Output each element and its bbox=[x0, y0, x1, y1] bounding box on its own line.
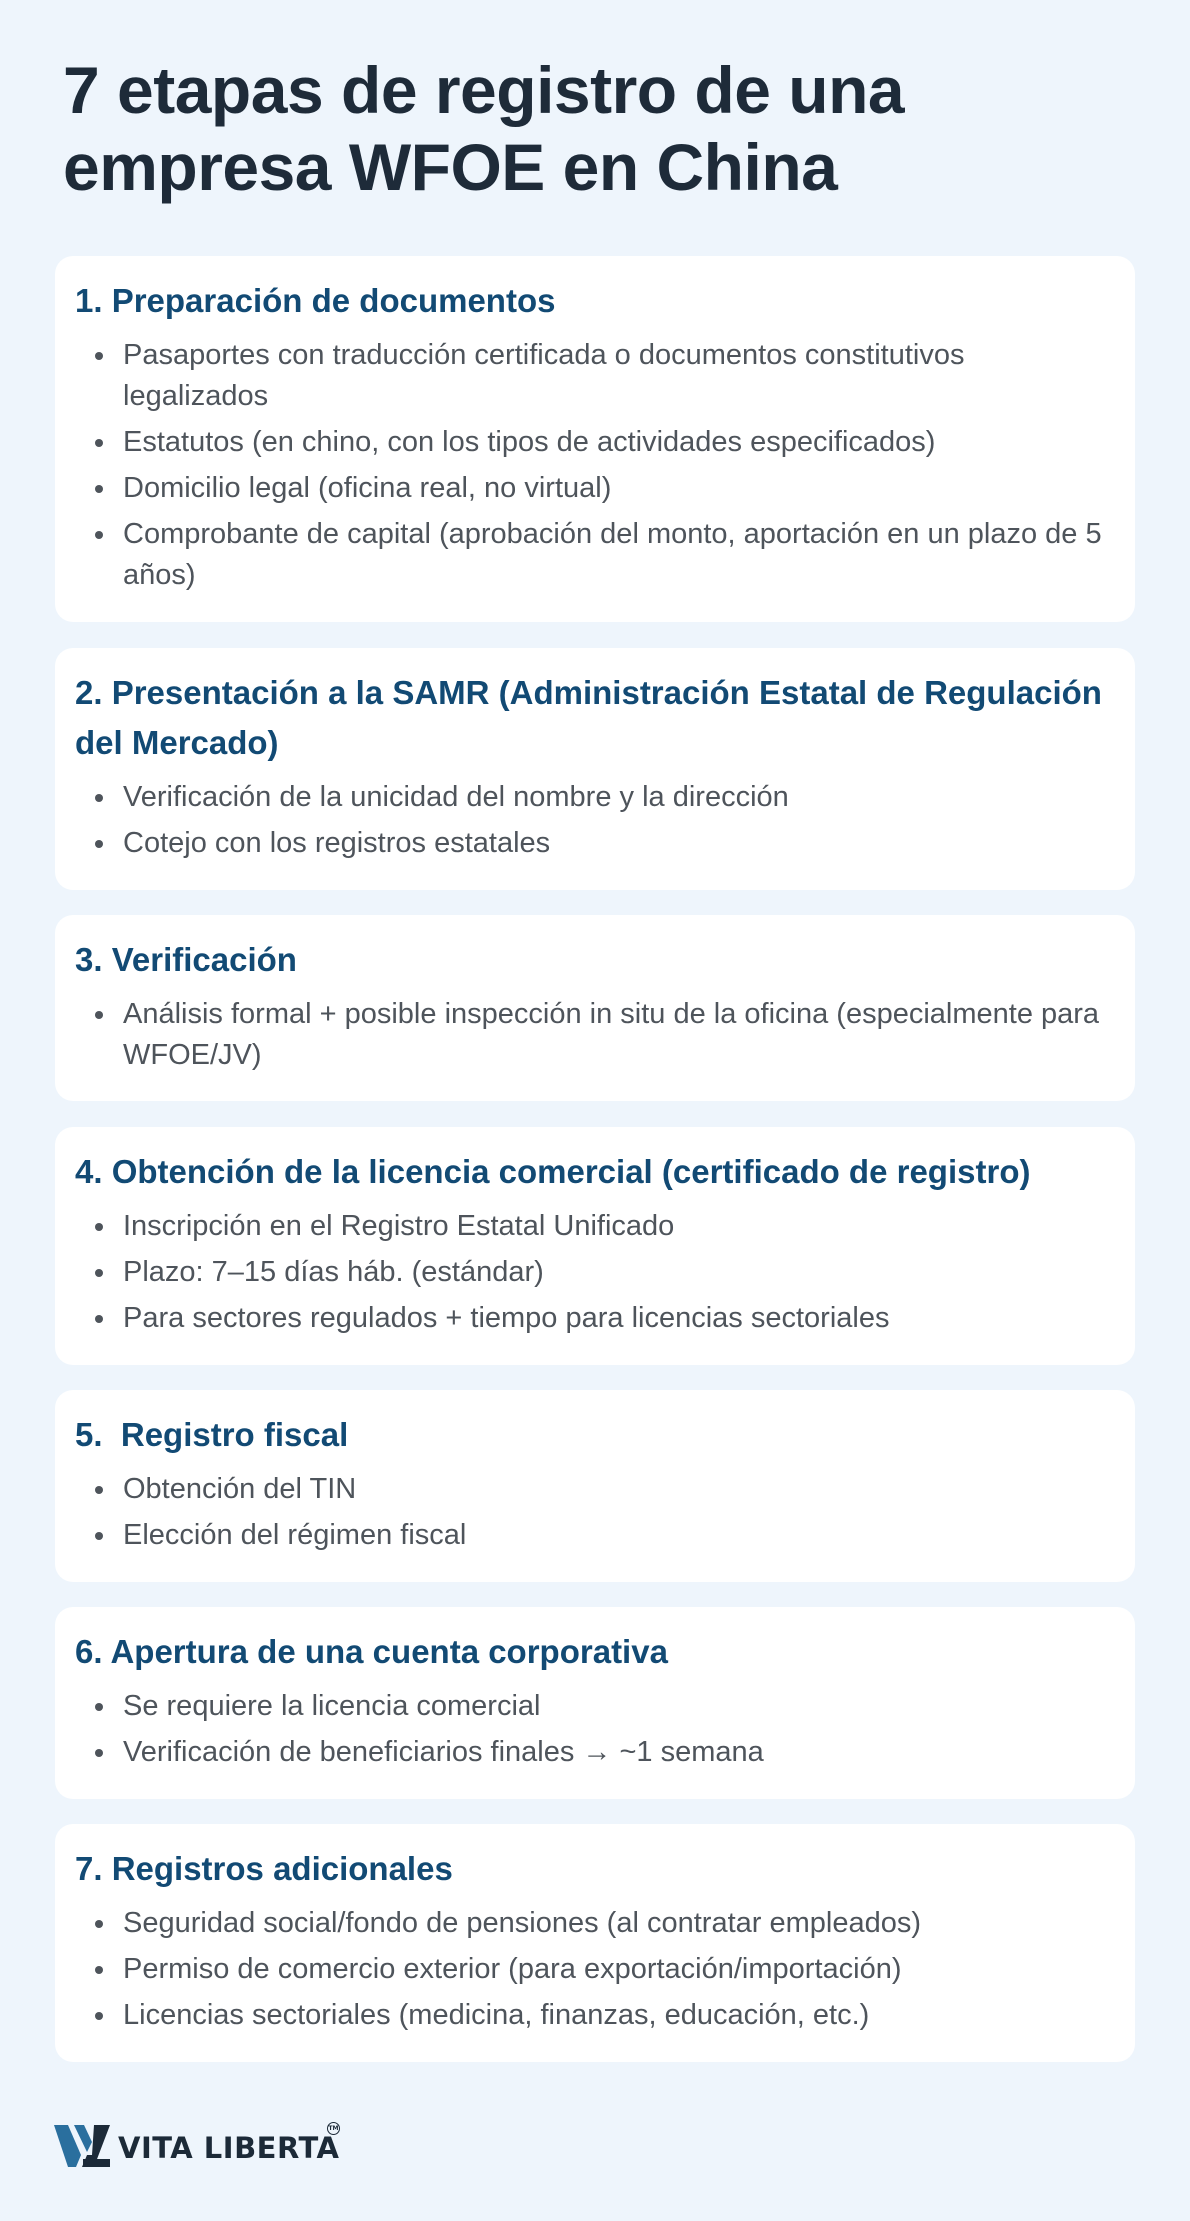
list-item: Seguridad social/fondo de pensiones (al contratar empleados) bbox=[123, 1903, 1115, 1944]
step-card-2 bbox=[55, 648, 1135, 890]
step-3-list bbox=[75, 994, 1115, 1076]
list-item: Domicilio legal (oficina real, no virtual) bbox=[123, 468, 1115, 509]
list-item: Inscripción en el Registro Estatal Unificado bbox=[123, 1206, 1115, 1247]
step-6-heading: 6. Apertura de una cuenta corporativa bbox=[75, 1633, 668, 1670]
vita-liberta-logo-icon bbox=[54, 2125, 110, 2167]
step-2-list bbox=[75, 777, 1115, 864]
step-3-heading: 3. Verificación bbox=[75, 941, 297, 978]
list-item: Comprobante de capital (aprobación del monto, aportación en un plazo de 5 años) bbox=[123, 514, 1115, 596]
list-item: Pasaportes con traducción certificada o documentos constitutivos legalizados bbox=[123, 335, 1115, 417]
list-item: Plazo: 7–15 días háb. (estándar) bbox=[123, 1252, 1115, 1293]
step-6-list bbox=[75, 1686, 1115, 1773]
step-card-7 bbox=[55, 1824, 1135, 2062]
list-item: Verificación de beneficiarios finales → ~1 semana bbox=[123, 1732, 1115, 1773]
step-7-heading: 7. Registros adicionales bbox=[75, 1850, 453, 1887]
step-4-heading: 4. Obtención de la licencia comercial (certificado de registro) bbox=[75, 1153, 1031, 1190]
list-item: Cotejo con los registros estatales bbox=[123, 823, 1115, 864]
list-item: Permiso de comercio exterior (para exportación/importación) bbox=[123, 1949, 1115, 1990]
page-title: 7 etapas de registro de una empresa WFOE en China bbox=[63, 53, 905, 204]
step-7-list bbox=[75, 1903, 1115, 2036]
brand-name: VITA LIBERTA bbox=[118, 2131, 340, 2165]
list-item: Elección del régimen fiscal bbox=[123, 1515, 1115, 1556]
step-card-1 bbox=[55, 256, 1135, 622]
list-item: Análisis formal + posible inspección in situ de la oficina (especialmente para WFOE/JV) bbox=[123, 994, 1115, 1076]
list-item: Obtención del TIN bbox=[123, 1469, 1115, 1510]
list-item: Se requiere la licencia comercial bbox=[123, 1686, 1115, 1727]
step-1-heading: 1. Preparación de documentos bbox=[75, 282, 556, 319]
list-item: Para sectores regulados + tiempo para licencias sectoriales bbox=[123, 1298, 1115, 1339]
step-card-3 bbox=[55, 915, 1135, 1101]
step-5-list bbox=[75, 1469, 1115, 1556]
list-item: Verificación de la unicidad del nombre y la dirección bbox=[123, 777, 1115, 818]
step-2-heading: 2. Presentación a la SAMR (Administración Estatal de Regulación del Mercado) bbox=[75, 674, 1102, 761]
brand-logo bbox=[54, 2124, 340, 2168]
trademark-mark: TM bbox=[327, 2122, 340, 2135]
step-1-list bbox=[75, 335, 1115, 596]
list-item: Estatutos (en chino, con los tipos de actividades especificados) bbox=[123, 422, 1115, 463]
step-5-heading: 5. Registro fiscal bbox=[75, 1416, 349, 1453]
list-item: Licencias sectoriales (medicina, finanzas, educación, etc.) bbox=[123, 1995, 1115, 2036]
step-4-list bbox=[75, 1206, 1115, 1339]
step-card-4 bbox=[55, 1127, 1135, 1365]
step-card-6 bbox=[55, 1607, 1135, 1799]
step-card-5 bbox=[55, 1390, 1135, 1582]
